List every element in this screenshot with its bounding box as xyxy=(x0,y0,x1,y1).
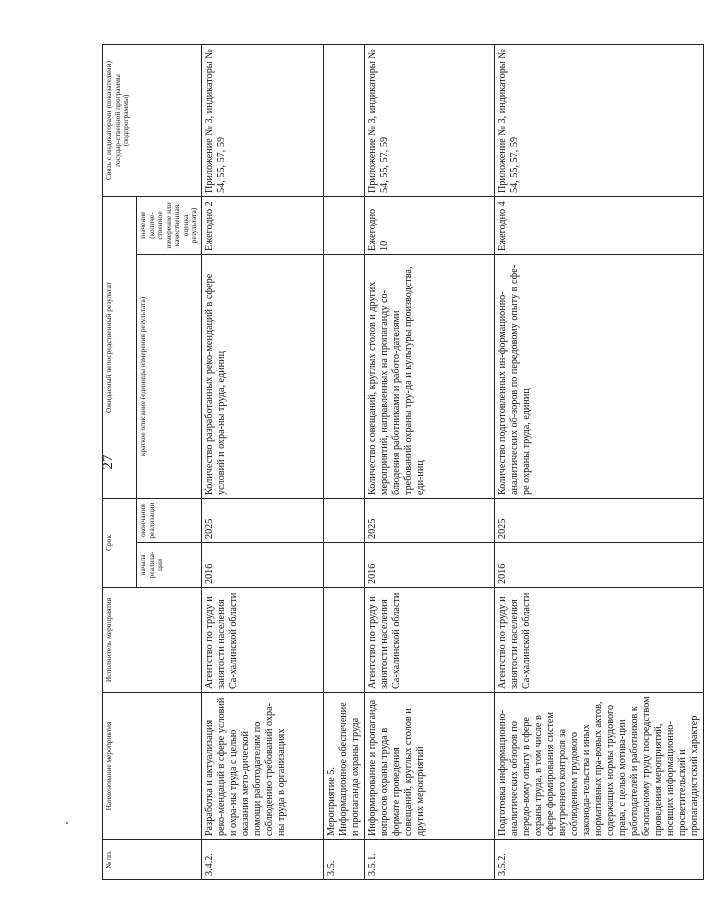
table-header-row xyxy=(103,44,137,879)
cell-end: 2025 xyxy=(494,498,704,542)
cell-name: Мероприятие 5. Информационное обеспечение и пропаганда охраны труда xyxy=(323,693,364,840)
cell-end: 2025 xyxy=(364,498,494,542)
table-row xyxy=(201,44,323,879)
scan-speck xyxy=(66,822,68,824)
activities-table xyxy=(102,44,704,880)
header-term-start: начала реализа-ции xyxy=(137,543,202,588)
cell-num: 3.5.1. xyxy=(364,840,494,880)
cell-end xyxy=(323,498,364,542)
cell-result-desc: Количество подготовленных ин-формационно-аналитических об-зоров по передовому опыту в сфе-ре охраны труда, единиц xyxy=(494,254,704,498)
cell-end: 2025 xyxy=(201,498,323,542)
cell-result-desc xyxy=(323,254,364,498)
table-row xyxy=(364,44,494,879)
cell-result-value: Ежегодно 10 xyxy=(364,196,494,254)
cell-start: 2016 xyxy=(201,543,323,588)
cell-name: Информирование и пропаганда вопросов охраны труда в формате проведения совещаний, круглых столов и других мероприятий xyxy=(364,693,494,840)
header-num: № пп. xyxy=(103,840,202,880)
cell-start xyxy=(323,543,364,588)
header-result-desc: краткое описание (единицы измерения результата) xyxy=(137,254,202,498)
page-number: 27 xyxy=(100,454,116,470)
cell-num: 3.4.2. xyxy=(201,840,323,880)
rotated-table-container xyxy=(102,45,701,880)
cell-link: Приложение № 3, индикаторы № 54, 55, 57, 59 xyxy=(201,44,323,196)
cell-result-desc: Количество разработанных реко-мендаций в сфере условий и охра-ны труда, единиц xyxy=(201,254,323,498)
table-row xyxy=(323,44,364,879)
header-link: Связь с индикаторами (показателями) государ-ственной программы (подпрограммы) xyxy=(103,44,202,196)
header-name: Наименование мероприятия xyxy=(103,693,202,840)
cell-num: 3.5.2. xyxy=(494,840,704,880)
cell-name: Подготовка информационно-аналитических обзоров по передо-вому опыту в сфере охраны труда, в том числе в сфере формирования систем внутреннего контроля за соблюдением трудового законода-тельства и иных нормативных пра-вовых актов, содержащих нормы трудового права, с целью мотива-ции работодателей и работников к безопасному труду посредством проведения мероприятий, носящих информационно-просветительский и пропагандистский характер xyxy=(494,693,704,840)
cell-executor: Агентство по труду и занятости населения Са-халинской области xyxy=(494,588,704,693)
cell-link: Приложение № 3, индикаторы № 54, 55, 57, 59 xyxy=(364,44,494,196)
cell-result-value: Ежегодно 4 xyxy=(494,196,704,254)
cell-start: 2016 xyxy=(494,543,704,588)
header-result-value: значение (количе-ственное измерение или качественная оценка результата) xyxy=(137,196,202,254)
cell-num: 3.5. xyxy=(323,840,364,880)
cell-name: Разработка и актуализация реко-мендаций в сфере условий и охра-ны труда с целью оказания мето-дической помощи работодателям по соблюдению требований охра-ны труда в организациях xyxy=(201,693,323,840)
cell-start: 2016 xyxy=(364,543,494,588)
header-term: Срок xyxy=(103,498,137,587)
header-result: Ожидаемый непосредственный результат xyxy=(103,196,137,498)
cell-executor: Агентство по труду и занятости населения Са-халинской области xyxy=(364,588,494,693)
header-executor: Исполнитель мероприятия xyxy=(103,588,202,693)
table-row xyxy=(494,44,704,879)
header-term-end: окончания реализации xyxy=(137,498,202,542)
cell-link: Приложение № 3, индикаторы № 54, 55, 57, 59 xyxy=(494,44,704,196)
cell-result-value: Ежегодно 2 xyxy=(201,196,323,254)
cell-link xyxy=(323,44,364,196)
cell-result-desc: Количество совещаний, круглых столов и других мероприятий, направленных на пропаганду со-блюдения работниками и работо-дателями требований охраны тру-да и культуры производства, еди-ниц xyxy=(364,254,494,498)
cell-result-value xyxy=(323,196,364,254)
cell-executor xyxy=(323,588,364,693)
cell-executor: Агентство по труду и занятости населения Са-халинской области xyxy=(201,588,323,693)
